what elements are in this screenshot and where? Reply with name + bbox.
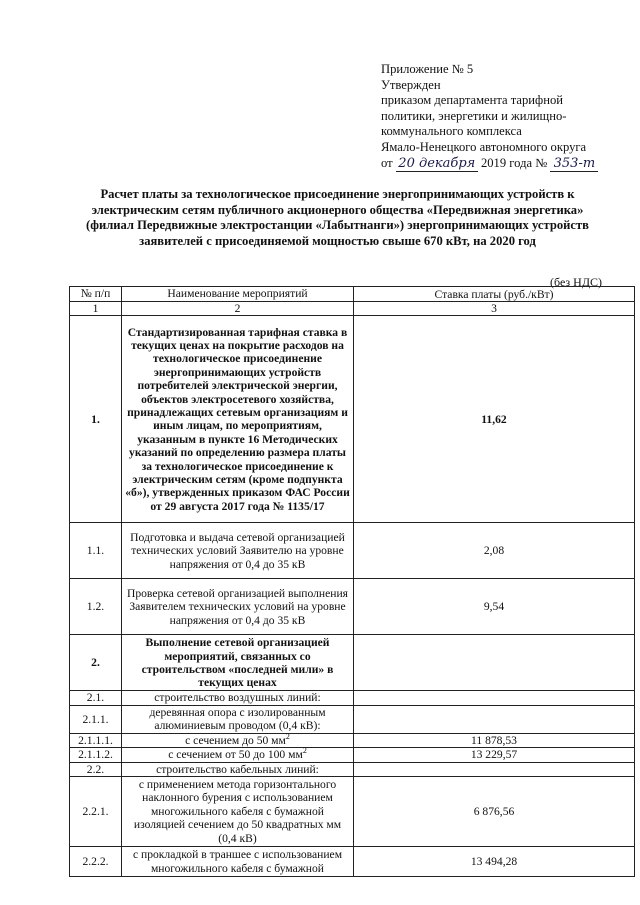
row-name: с применением метода горизонтального наклонного бурения с использованием многожильного кабеля с бумажной изоляцией сечением до 50 квадратных мм (0,4 кВ) <box>122 777 354 847</box>
table-row <box>70 762 635 776</box>
row-value: 9,54 <box>354 579 635 635</box>
row-number: 2.2.1. <box>70 777 122 847</box>
row-value <box>354 635 635 691</box>
row-number: 2. <box>70 635 122 691</box>
table-row <box>70 579 635 635</box>
approval-line: политики, энергетики и жилищно- <box>381 108 567 123</box>
row-number: 1. <box>70 316 122 523</box>
table-row <box>70 705 635 733</box>
row-number: 2.1.1. <box>70 705 122 733</box>
approval-date-line <box>381 156 631 173</box>
row-value: 6 876,56 <box>354 777 635 847</box>
row-name: Стандартизированная тарифная ставка в текущих ценах на покрытие расходов на технологическое присоединение энергопринимающих устройств потребителей электрической энергии, объектов электросетевого хозяйства, принадлежащих сетевым организациям и иным лицам, по мероприятиям, указанным в пункте 16 Методических указаний по определению размера платы за технологическое присоединение к электрическим сетям (кроме подпункта «б»), утвержденных приказом ФАС России от 29 августа 2017 года № 1135/17 <box>122 316 354 523</box>
approval-line: приказом департамента тарифной <box>381 93 563 108</box>
row-name <box>122 748 354 762</box>
table-row <box>70 635 635 691</box>
row-name <box>122 733 354 747</box>
row-name: Подготовка и выдача сетевой организацией технических условий Заявителю на уровне напряжения от 0,4 до 35 кВ <box>122 523 354 579</box>
index-cell: 1 <box>70 302 122 316</box>
row-number: 1.2. <box>70 579 122 635</box>
row-name: строительство воздушных линий: <box>122 691 354 705</box>
unit-superscript: 2 <box>302 746 307 756</box>
approved-label: Утвержден <box>381 77 441 92</box>
unit-superscript: 2 <box>285 731 290 741</box>
row-name-text: с сечением от 50 до 100 мм <box>168 748 303 762</box>
row-value <box>354 691 635 705</box>
row-value <box>354 705 635 733</box>
header-name: Наименование мероприятий <box>122 287 354 302</box>
row-name: строительство кабельных линий: <box>122 762 354 776</box>
table-row <box>70 316 635 523</box>
handwritten-order-number: 353-т <box>550 156 598 173</box>
row-value: 11 878,53 <box>354 733 635 747</box>
index-cell: 2 <box>122 302 354 316</box>
row-name: Выполнение сетевой организацией мероприятий, связанных со строительством «последней мили» в текущих ценах <box>122 635 354 691</box>
document-title: Расчет платы за технологическое присоединение энергопринимающих устройств к электрическим сетям публичного акционерного общества «Передвижная энергетика» (филиал Передвижные электростанции «Лабытнанги») энергопринимающих устройств заявителей с присоединяемой мощностью свыше 670 кВт, на 2020 год <box>86 187 589 248</box>
table-header-row <box>70 287 635 302</box>
appendix-number: Приложение № 5 <box>381 62 474 76</box>
row-name: деревянная опора с изолированным алюминиевым проводом (0,4 кВ): <box>122 705 354 733</box>
row-number: 2.1. <box>70 691 122 705</box>
row-number: 2.2.2. <box>70 847 122 877</box>
row-value: 13 229,57 <box>354 748 635 762</box>
vat-note: (без НДС) <box>550 275 603 289</box>
approval-line: Ямало-Ненецкого автономного округа <box>381 139 587 154</box>
row-name: Проверка сетевой организацией выполнения Заявителем технических условий на уровне напряжения от 0,4 до 35 кВ <box>122 579 354 635</box>
table-index-row <box>70 302 635 316</box>
row-name: с прокладкой в траншее с использованием многожильного кабеля с бумажной <box>122 847 354 877</box>
approval-line: коммунального комплекса <box>381 124 522 139</box>
header-rate: Ставка платы (руб./кВт) <box>354 287 635 302</box>
date-prefix: от <box>381 155 393 170</box>
row-value: 13 494,28 <box>354 847 635 877</box>
table-row <box>70 777 635 847</box>
date-year: 2019 года № <box>480 155 548 170</box>
handwritten-date: 20 декабря <box>396 156 478 173</box>
header-number: № п/п <box>70 287 122 302</box>
row-number: 2.2. <box>70 762 122 776</box>
row-number: 1.1. <box>70 523 122 579</box>
row-value: 2,08 <box>354 523 635 579</box>
table-row <box>70 847 635 877</box>
approval-block <box>381 62 631 172</box>
rates-table <box>69 286 635 877</box>
row-number: 2.1.1.1. <box>70 733 122 747</box>
table-row <box>70 748 635 762</box>
table-row <box>70 691 635 705</box>
index-cell: 3 <box>354 302 635 316</box>
table-row <box>70 733 635 747</box>
row-value: 11,62 <box>354 316 635 523</box>
row-value <box>354 762 635 776</box>
table-row <box>70 523 635 579</box>
row-number: 2.1.1.2. <box>70 748 122 762</box>
row-name-text: с сечением до 50 мм <box>185 733 286 747</box>
